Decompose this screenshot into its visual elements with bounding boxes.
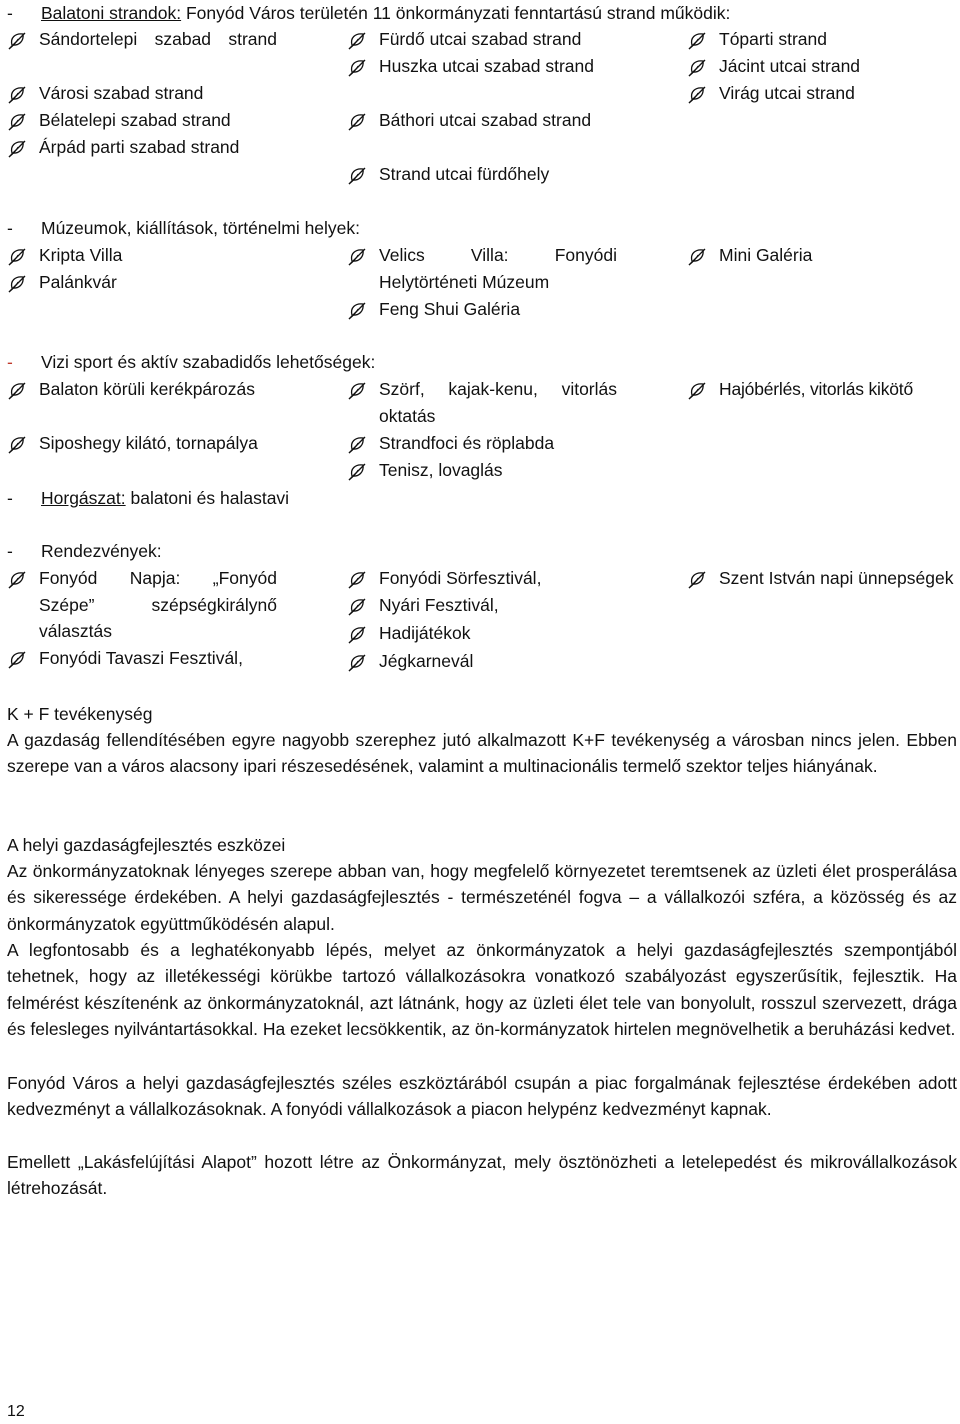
page-number: 12	[7, 1403, 25, 1420]
leaf-bullet-icon	[347, 380, 369, 400]
list-item: Strand utcai fürdőhely	[347, 161, 617, 188]
kf-heading: K + F tevékenység	[7, 704, 153, 724]
list-item: Hadijátékok	[347, 620, 617, 647]
leaf-bullet-icon	[7, 111, 29, 131]
leaf-bullet-icon	[7, 649, 29, 669]
list-item: Fonyód Napja: „Fonyód Szépe” szépségkirálynő választás	[7, 565, 277, 645]
list-item: Velics Villa: Fonyódi Helytörténeti Múzeum	[347, 242, 617, 295]
local-dev-paragraph-2: A legfontosabb és a leghatékonyabb lépés, melyet az önkormányzatok a helyi gazdaságfejlesztés szempontjából tehetnek, hogy az illetékességi körükbe tartozó vállalkozásokra vonatkozó szabályozást egyszerűsítik, fejlesztik. Ha felmérést készítenénk az önkormányzatoknál, azt látnánk, hogy az üzleti élet tele van bonyolult, rosszul szervezett, drága és felesleges nyilvántartásokkal. Ha ezeket lecsökkentik, az ön-kormányzatok hirtelen megnövelhetik a beruházási kedvet.	[7, 940, 957, 1039]
local-dev-heading: A helyi gazdaságfejlesztés eszközei	[7, 835, 286, 855]
leaf-bullet-icon	[347, 434, 369, 454]
kf-paragraph: A gazdaság fellendítésében egyre nagyobb szerephez jutó alkalmazott K+F tevékenység a városban nincs jelen. Ebben szerepe van a város alacsony ipari részesedésének, valamint a multinacionális termelő szektor teljes hiányának.	[7, 730, 957, 777]
list-item: Jégkarnevál	[347, 648, 617, 675]
list-item: Sándortelepi szabad strand	[7, 26, 277, 53]
local-dev-paragraph-1: Az önkormányzatoknak lényeges szerepe abban van, hogy megfelelő környezetet teremtsenek az üzleti élet prosperálása és sikeressége érdekében. A helyi gazdaságfejlesztés - természeténél fogva – a vállalkozói szféra, a közösség és az önkormányzatok együttműködésén alapul.	[7, 861, 957, 934]
list-item: Jácint utcai strand	[687, 53, 955, 80]
list-item: Árpád parti szabad strand	[7, 134, 277, 161]
leaf-bullet-icon	[7, 246, 29, 266]
list-item: Feng Shui Galéria	[347, 296, 617, 323]
leaf-bullet-icon	[7, 569, 29, 589]
leaf-bullet-icon	[7, 273, 29, 293]
list-item: Tóparti strand	[687, 26, 955, 53]
leaf-bullet-icon	[347, 246, 369, 266]
strands-heading: - Balatoni strandok: Fonyód Város területén 11 önkormányzati fenntartású strand működik:	[7, 3, 731, 23]
list-item: Fürdő utcai szabad strand	[347, 26, 617, 53]
list-item: Bélatelepi szabad strand	[7, 107, 277, 134]
leaf-bullet-icon	[687, 569, 709, 589]
leaf-bullet-icon	[687, 380, 709, 400]
list-item: Fonyódi Sörfesztivál,	[347, 565, 617, 592]
list-item: Báthori utcai szabad strand	[347, 107, 617, 134]
list-item: Mini Galéria	[687, 242, 955, 269]
list-item: Tenisz, lovaglás	[347, 457, 617, 484]
leaf-bullet-icon	[347, 111, 369, 131]
leaf-bullet-icon	[7, 84, 29, 104]
leaf-bullet-icon	[687, 30, 709, 50]
leaf-bullet-icon	[347, 300, 369, 320]
leaf-bullet-icon	[687, 84, 709, 104]
list-item: Városi szabad strand	[7, 80, 277, 107]
events-heading: - Rendezvények:	[7, 541, 162, 561]
list-item: Szörf, kajak-kenu, vitorlás oktatás	[347, 376, 617, 429]
sports-heading: - Vizi sport és aktív szabadidős lehetőségek:	[7, 352, 376, 372]
list-item: Kripta Villa	[7, 242, 277, 269]
leaf-bullet-icon	[347, 165, 369, 185]
list-item: Hajóbérlés, vitorlás kikötő	[687, 376, 957, 403]
list-item: Huszka utcai szabad strand	[347, 53, 617, 80]
strands-label: Balatoni strandok:	[41, 3, 182, 23]
list-item: Palánkvár	[7, 269, 277, 296]
leaf-bullet-icon	[7, 30, 29, 50]
list-item: Virág utcai strand	[687, 80, 955, 107]
list-item: Balaton körüli kerékpározás	[7, 376, 277, 403]
fishing-line: - Horgászat: balatoni és halastavi	[7, 488, 290, 508]
leaf-bullet-icon	[347, 652, 369, 672]
leaf-bullet-icon	[347, 569, 369, 589]
list-item: Fonyódi Tavaszi Fesztivál,	[7, 645, 277, 672]
local-dev-paragraph-3: Fonyód Város a helyi gazdaságfejlesztés széles eszköztárából csupán a piac forgalmának fejlesztése érdekében adott kedvezményt a vállalkozásoknak. A fonyódi vállalkozások a piacon helypénz kedvezményt kapnak.	[7, 1073, 957, 1120]
leaf-bullet-icon	[687, 246, 709, 266]
list-item: Siposhegy kilátó, tornapálya	[7, 430, 277, 457]
leaf-bullet-icon	[7, 138, 29, 158]
local-dev-paragraph-4: Emellett „Lakásfelújítási Alapot” hozott létre az Önkormányzat, mely ösztönözheti a letelepedést és mikrovállalkozások létrehozását.	[7, 1152, 957, 1199]
leaf-bullet-icon	[7, 380, 29, 400]
leaf-bullet-icon	[347, 461, 369, 481]
leaf-bullet-icon	[347, 30, 369, 50]
leaf-bullet-icon	[347, 624, 369, 644]
list-item: Szent István napi ünnepségek	[687, 565, 955, 592]
leaf-bullet-icon	[347, 57, 369, 77]
leaf-bullet-icon	[687, 57, 709, 77]
museums-heading: - Múzeumok, kiállítások, történelmi helyek:	[7, 218, 361, 238]
leaf-bullet-icon	[7, 434, 29, 454]
leaf-bullet-icon	[347, 596, 369, 616]
list-item: Strandfoci és röplabda	[347, 430, 617, 457]
list-item: Nyári Fesztivál,	[347, 592, 617, 619]
